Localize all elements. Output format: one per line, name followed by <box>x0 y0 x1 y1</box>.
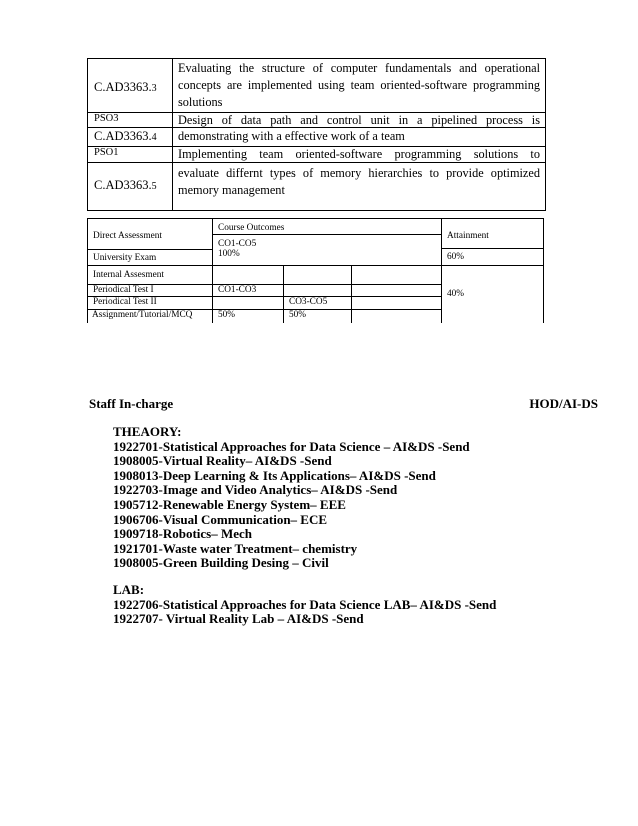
pt2-co: CO3-CO5 <box>289 297 328 307</box>
co-range: CO1-CO5 <box>218 239 257 249</box>
list-item: 1908005-Green Building Desing – Civil <box>113 555 329 571</box>
list-item: 1909718-Robotics– Mech <box>113 526 253 542</box>
list-item: 1908013-Deep Learning & Its Applications– AI&DS -Send <box>113 467 436 483</box>
theory-list <box>113 425 470 571</box>
co-text: Evaluating the structure of computer fundamentals and operational concepts are implemented using team oriented-software programming solutions <box>178 61 540 109</box>
list-item: 1922703-Image and Video Analytics– AI&DS -Send <box>113 482 398 498</box>
internal-assessment-label: Internal Assesment <box>93 270 165 280</box>
lab-list <box>113 583 496 627</box>
assignment-value-2: 50% <box>289 310 307 320</box>
co-code: C.AD3363.3 <box>94 80 157 94</box>
university-exam-value: 100% <box>218 249 240 259</box>
list-item: 1922707- Virtual Reality Lab – AI&DS -Send <box>113 611 364 627</box>
assignment-value-1: 50% <box>218 310 236 320</box>
co-code: C.AD3363.4 <box>94 129 157 143</box>
list-item: 1922701-Statistical Approaches for Data Science – AI&DS -Send <box>113 438 470 454</box>
university-exam-label: University Exam <box>93 253 157 263</box>
internal-attainment: 40% <box>447 289 465 299</box>
assignment-label: Assignment/Tutorial/MCQ <box>92 310 193 320</box>
lab-heading: LAB: <box>113 582 145 597</box>
pt1-co: CO1-CO3 <box>218 285 257 295</box>
co-text: demonstrating with a effective work of a team <box>178 129 405 143</box>
periodical-test-2-label: Periodical Test II <box>93 297 157 307</box>
table-row <box>88 162 545 210</box>
attainment-label: Attainment <box>447 231 489 241</box>
list-item: 1922706-Statistical Approaches for Data Science LAB– AI&DS -Send <box>113 596 497 612</box>
direct-assessment-label: Direct Assessment <box>93 231 162 241</box>
pso-text: Design of data path and control unit in a pipelined process is <box>178 113 540 127</box>
list-item: 1921701-Waste water Treatment– chemistry <box>113 540 358 556</box>
table-row <box>88 127 545 146</box>
periodical-test-1-label: Periodical Test I <box>93 285 154 295</box>
co-code: C.AD3363.5 <box>94 178 157 192</box>
theory-heading: THEAORY: <box>113 424 182 439</box>
pso-code: PSO3 <box>94 113 119 124</box>
course-outcomes-label: Course Outcomes <box>218 223 285 233</box>
hod-signature: HOD/AI-DS <box>529 396 598 411</box>
outcomes-table <box>87 58 546 211</box>
table-row <box>88 59 545 112</box>
table-row <box>88 146 545 162</box>
pso-text: Implementing team oriented-software programming solutions to <box>178 147 540 161</box>
table-row <box>88 112 545 127</box>
staff-incharge-signature: Staff In-charge <box>89 396 174 411</box>
list-item: 1905712-Renewable Energy System– EEE <box>113 496 346 512</box>
list-item: 1906706-Visual Communication– ECE <box>113 511 328 527</box>
pso-code: PSO1 <box>94 147 119 158</box>
university-attainment: 60% <box>447 252 465 262</box>
co-text: evaluate differnt types of memory hierarchies to provide optimized memory management <box>178 166 540 197</box>
list-item: 1908005-Virtual Reality– AI&DS -Send <box>113 453 332 469</box>
